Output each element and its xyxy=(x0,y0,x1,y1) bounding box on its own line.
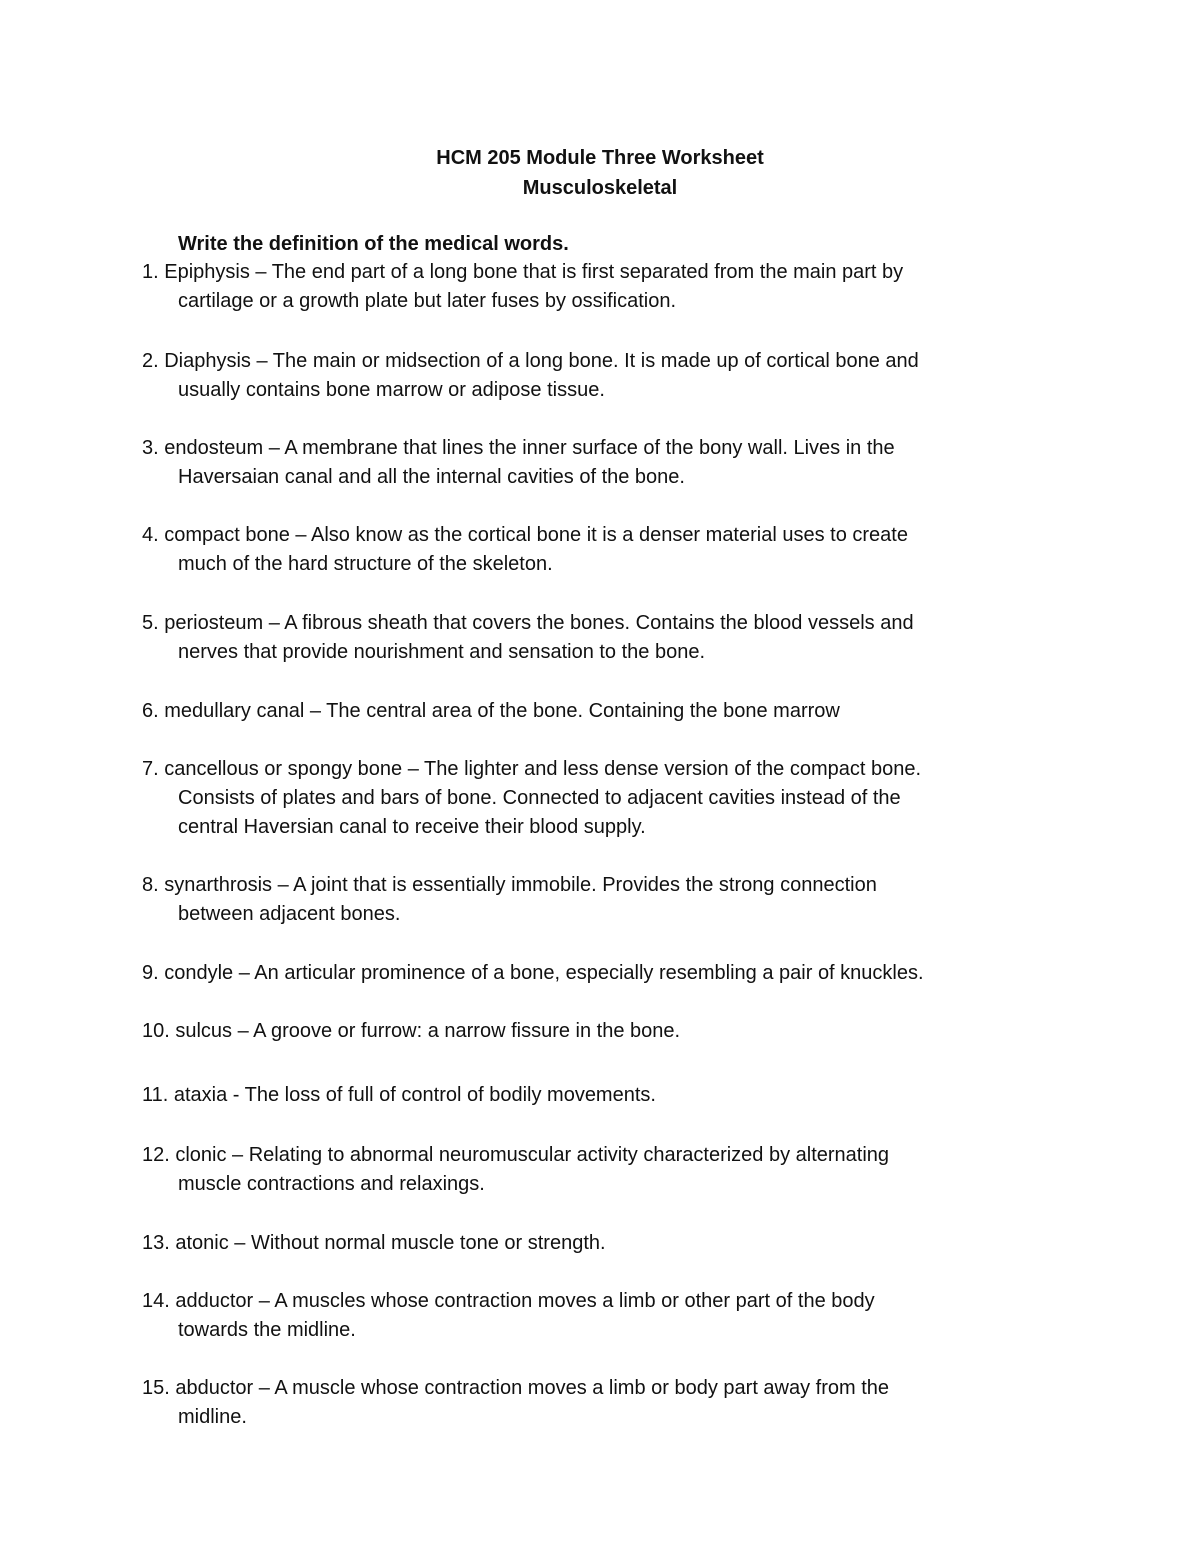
definition-item xyxy=(142,697,992,726)
definition-term-line: 6. medullary canal – The central area of the bone. Containing the bone marrow xyxy=(142,700,840,722)
definition-item xyxy=(142,1229,992,1258)
definition-item xyxy=(142,521,992,579)
definition-term-line: 4. compact bone – Also know as the cortical bone it is a denser material uses to create xyxy=(142,524,908,546)
definition-term-line: 2. Diaphysis – The main or midsection of a long bone. It is made up of cortical bone and xyxy=(142,350,919,372)
definition-item xyxy=(142,1287,992,1345)
definition-term-line: 3. endosteum – A membrane that lines the inner surface of the bony wall. Lives in the xyxy=(142,437,895,459)
instruction-text: Write the definition of the medical words. xyxy=(178,233,569,255)
definition-continuation-line: much of the hard structure of the skeleton. xyxy=(178,553,553,575)
definition-term-line: 14. adductor – A muscles whose contraction moves a limb or other part of the body xyxy=(142,1290,875,1312)
definition-term-line: 8. synarthrosis – A joint that is essentially immobile. Provides the strong connection xyxy=(142,874,877,896)
definition-item xyxy=(142,871,992,929)
definition-term-line: 13. atonic – Without normal muscle tone or strength. xyxy=(142,1232,606,1254)
definition-term-line: 5. periosteum – A fibrous sheath that covers the bones. Contains the blood vessels and xyxy=(142,612,914,634)
definition-item xyxy=(142,347,992,405)
definition-continuation-line: nerves that provide nourishment and sensation to the bone. xyxy=(178,641,706,663)
definition-term-line: 10. sulcus – A groove or furrow: a narrow fissure in the bone. xyxy=(142,1020,681,1042)
definition-continuation-line: usually contains bone marrow or adipose tissue. xyxy=(178,379,605,401)
definition-item xyxy=(142,609,992,667)
definition-item xyxy=(142,1374,992,1432)
definition-continuation-line: muscle contractions and relaxings. xyxy=(178,1173,485,1195)
document-subtitle: Musculoskeletal xyxy=(522,177,678,199)
document-title: HCM 205 Module Three Worksheet xyxy=(436,147,764,169)
definition-continuation-line: midline. xyxy=(178,1406,247,1428)
definition-term-line: 12. clonic – Relating to abnormal neuromuscular activity characterized by alternating xyxy=(142,1144,890,1166)
definition-item xyxy=(142,434,992,492)
definition-item xyxy=(142,258,992,316)
definition-item xyxy=(142,1017,992,1046)
definition-term-line: 7. cancellous or spongy bone – The lighter and less dense version of the compact bone. xyxy=(142,758,922,780)
definition-continuation-line: Consists of plates and bars of bone. Connected to adjacent cavities instead of the xyxy=(178,787,901,809)
definition-term-line: 15. abductor – A muscle whose contraction moves a limb or body part away from the xyxy=(142,1377,890,1399)
definition-item xyxy=(142,1141,992,1199)
definition-item xyxy=(142,959,992,988)
definition-term-line: 11. ataxia - The loss of full of control of bodily movements. xyxy=(142,1084,656,1106)
definition-continuation-line: Haversaian canal and all the internal cavities of the bone. xyxy=(178,466,685,488)
definition-continuation-line: cartilage or a growth plate but later fuses by ossification. xyxy=(178,290,677,312)
definition-term-line: 9. condyle – An articular prominence of a bone, especially resembling a pair of knuckles. xyxy=(142,962,924,984)
definition-continuation-line: central Haversian canal to receive their blood supply. xyxy=(178,816,646,838)
definition-item xyxy=(142,755,992,842)
definition-term-line: 1. Epiphysis – The end part of a long bone that is first separated from the main part by xyxy=(142,261,904,283)
definition-continuation-line: between adjacent bones. xyxy=(178,903,401,925)
definition-item xyxy=(142,1081,992,1110)
definition-continuation-line: towards the midline. xyxy=(178,1319,356,1341)
